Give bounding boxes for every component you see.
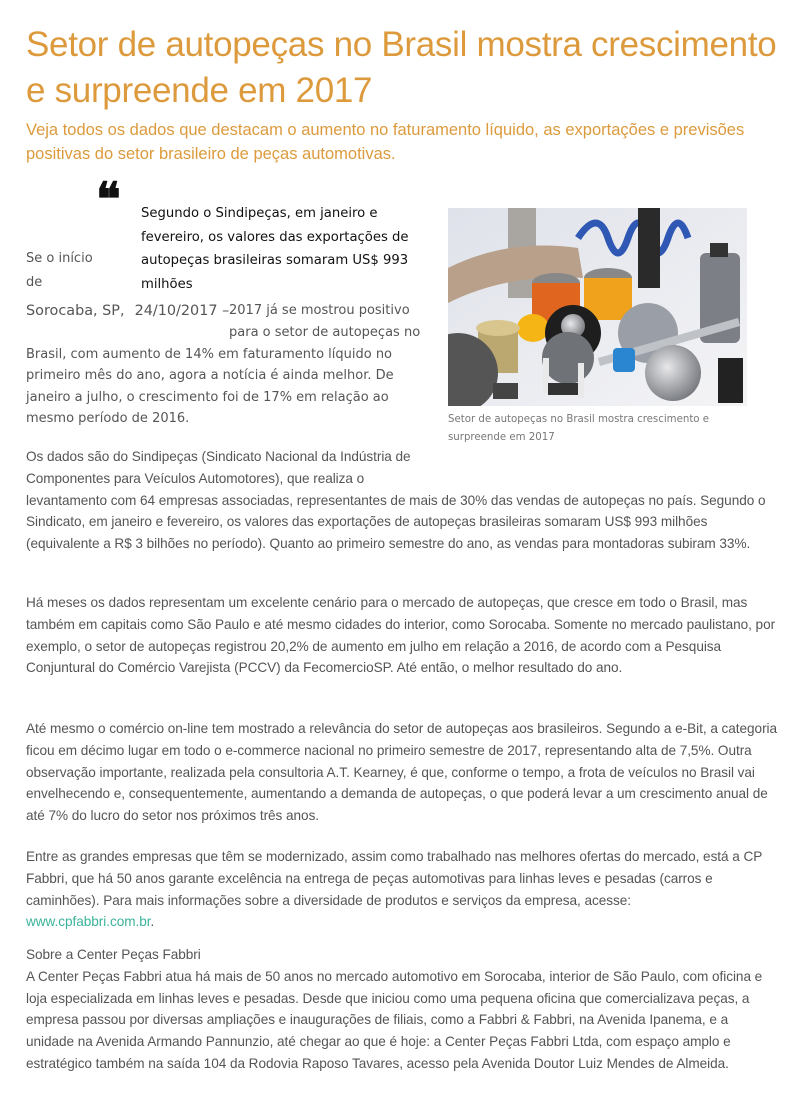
paragraph-cp-fabbri-text: Entre as grandes empresas que têm se modernizado, assim como trabalhado nas melhores ofertas do mercado, está a CP Fabbri, que há 50 anos garante excelência na entrega de peças automotivas para linhas leves e pesadas (carros e caminhões). Para mais informações sobre a diversidade de produtos e serviços da empresa, acesse: — [26, 849, 763, 908]
article-title: Setor de autopeças no Brasil mostra crescimento e surpreende em 2017 — [26, 25, 777, 110]
dateline-location: Sorocaba, SP, — [26, 303, 125, 319]
paragraph-sindipecas-rest: levantamento com 64 empresas associadas, representantes de mais de 30% das vendas de autopeças no país. Segundo o Sindicato, em janeiro e fevereiro, os valores das exportações de autopeças brasileiras somaram US$ 993 milhões (equivalente a R$ 3 bilhões no período). Quanto ao primeiro semestre do ano, as vendas para montadoras subiram 33%. — [26, 492, 766, 552]
article-figure — [448, 208, 748, 447]
link-trailing-period: . — [150, 914, 155, 930]
lead-paragraph — [26, 322, 426, 430]
pull-quote: Segundo o Sindipeças, em janeiro e fevereiro, os valores das exportações de autopeças brasileiras somaram US$ 993 milhões — [141, 206, 409, 292]
lead-indent-line: para o setor de autopeças no — [229, 325, 421, 340]
quote-open-icon: ❝ — [96, 172, 121, 226]
lead-fragment: Se o início de — [26, 251, 93, 290]
paragraph-market: Há meses os dados representam um excelente cenário para o mercado de autopeças, que cresce em todo o Brasil, mas também em capitais como São Paulo e até mesmo cidades do interior, como Sorocaba. Somente no mercado paulistano, por exemplo, o setor de autopeças registrou 20,2% de aumento em julho em relação a 2016, de acordo com a Pesquisa Conjuntural do Comércio Varejista (PCCV) da FecomercioSP. Até então, o melhor resultado do ano. — [26, 595, 776, 676]
paragraph-sindipecas-narrow: Os dados são do Sindipeças (Sindicato Nacional da Indústria de Componentes para Veículos Automotores), que realiza o — [26, 449, 411, 486]
article-subtitle: Veja todos os dados que destacam o aumento no faturamento líquido, as exportações e previsões positivas do setor brasileiro de peças automotivas. — [26, 121, 745, 163]
about-text: A Center Peças Fabbri atua há mais de 50 anos no mercado automotivo em Sorocaba, interior de São Paulo, com oficina e loja especializada em linhas leves e pesadas. Desde que iniciou como uma pequena oficina que comercializava peças, a empresa passou por diversas ampliações e inaugurações de filiais, como a Fabbri & Fabbri, na Avenida Ipanema, e a unidade na Avenida Armando Pannunzio, até chegar ao que é hoje: a Center Peças Fabbri Ltda, com espaço amplo e estratégico também na saída 104 da Rodovia Raposo Tavares, acesso pela Avenida Doutor Luiz Mendes de Almeida. — [26, 968, 763, 1071]
paragraph-cp-fabbri — [26, 846, 778, 933]
paragraph-ecommerce: Até mesmo o comércio on-line tem mostrado a relevância do setor de autopeças aos brasileiros. Segundo a e-Bit, a categoria ficou em décimo lugar em todo o e-commerce nacional no primeiro semestre de 2017, representando alta de 7,5%. Outra observação importante, realizada pela consultoria A.T. Kearney, é que, conforme o tempo, a frota de veículos no Brasil vai envelhecendo e, consequentemente, aumentando a demanda de autopeças, o que poderá levar a um crescimento anual de até 7% do lucro do setor nos próximos três anos. — [26, 721, 778, 824]
paragraph-about — [26, 944, 778, 1075]
paragraph-sindipecas — [26, 446, 778, 555]
figure-caption: Setor de autopeças no Brasil mostra crescimento e surpreende em 2017 — [448, 414, 710, 443]
lead-rest-text: Brasil, com aumento de 14% em faturamento líquido no primeiro mês do ano, agora a notícia é ainda melhor. De janeiro a julho, o crescimento foi de 17% em relação ao mesmo período de 2016. — [26, 346, 394, 426]
dateline — [26, 300, 229, 322]
cpfabbri-link[interactable]: www.cpfabbri.com.br — [26, 914, 151, 930]
dateline-date: 24/10/2017 – — [134, 303, 230, 319]
about-heading: Sobre a Center Peças Fabbri — [26, 947, 201, 962]
auto-parts-photo — [448, 208, 747, 406]
lead-first-line: 2017 já se mostrou positivo — [229, 303, 410, 318]
